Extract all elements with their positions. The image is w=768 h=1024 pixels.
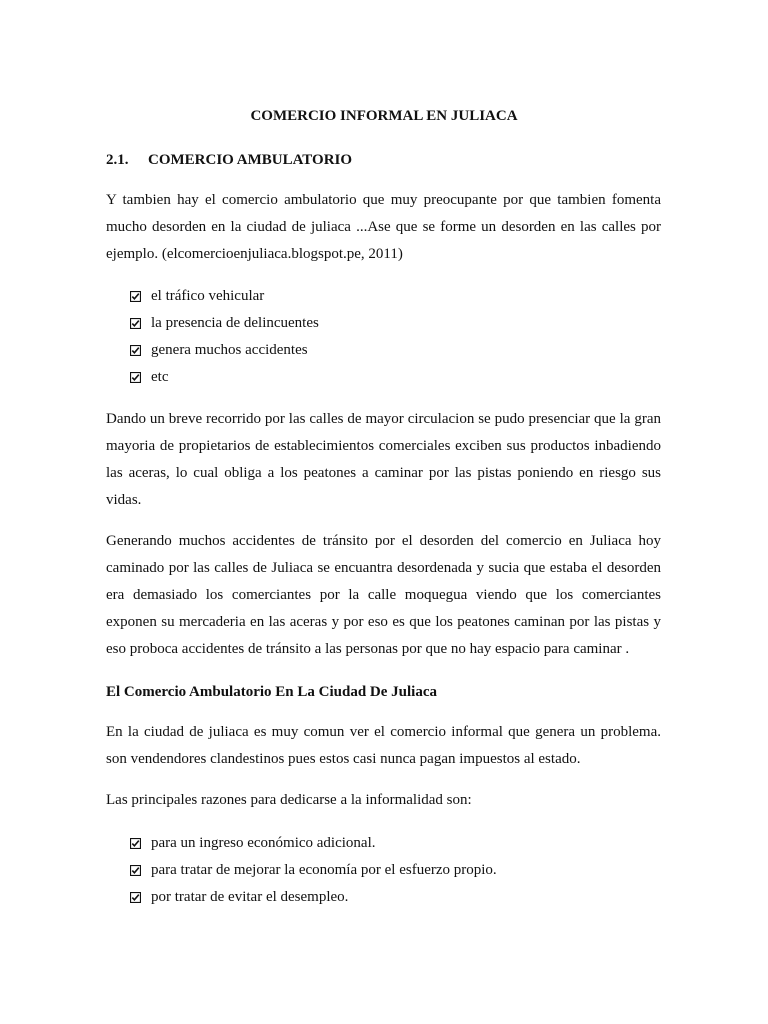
checked-box-icon (130, 838, 141, 849)
checked-box-icon (130, 345, 141, 356)
checked-box-icon (130, 291, 141, 302)
checked-box-icon (130, 892, 141, 903)
paragraph-1: Y tambien hay el comercio ambulatorio que muy preocupante por que tambien fomenta mucho desorden en la ciudad de juliaca ...Ase que se forme un desorden en las calles por ejemplo. (elcomercioenjuliaca.blogspot.pe, 2011) (106, 192, 661, 262)
list-item (130, 830, 497, 857)
section-heading (106, 151, 352, 169)
bullet-list-2 (130, 830, 497, 911)
paragraph-3: Generando muchos accidentes de tránsito por el desorden del comercio en Juliaca hoy caminado por las calles de Juliaca se encuantra desordenada y sucia que estaba el desorden era demasiado los comerciantes por la calle moquegua viendo que los comerciantes exponen su mercaderia en las aceras y por eso es que los peatones caminan por las pistas y eso proboca accidentes de tránsito a las personas por que no hay espacio para caminar . (106, 533, 661, 657)
list-item-text: para un ingreso económico adicional. (151, 835, 376, 851)
bullet-list-1 (130, 283, 319, 391)
list-item (130, 364, 319, 391)
list-item-text: para tratar de mejorar la economía por el esfuerzo propio. (151, 862, 497, 878)
list-item (130, 283, 319, 310)
list-item-text: etc (151, 369, 169, 385)
list-item (130, 884, 497, 911)
paragraph-4: En la ciudad de juliaca es muy comun ver el comercio informal que genera un problema. son vendendores clandestinos pues estos casi nunca pagan impuestos al estado. (106, 724, 661, 767)
list-item (130, 337, 319, 364)
section-number: 2.1. (106, 152, 129, 168)
list-item-text: el tráfico vehicular (151, 288, 265, 304)
list-item-text: genera muchos accidentes (151, 342, 308, 358)
section-title: COMERCIO AMBULATORIO (148, 152, 353, 168)
subheading: El Comercio Ambulatorio En La Ciudad De Juliaca (106, 684, 437, 700)
list-item-text: la presencia de delincuentes (151, 315, 319, 331)
list-item (130, 857, 497, 884)
paragraph-5: Las principales razones para dedicarse a la informalidad son: (106, 792, 472, 808)
list-item-text: por tratar de evitar el desempleo. (151, 889, 349, 905)
list-item (130, 310, 319, 337)
checked-box-icon (130, 318, 141, 329)
document-title: COMERCIO INFORMAL EN JULIACA (250, 108, 518, 124)
checked-box-icon (130, 865, 141, 876)
checked-box-icon (130, 372, 141, 383)
paragraph-2: Dando un breve recorrido por las calles de mayor circulacion se pudo presenciar que la gran mayoria de propietarios de establecimientos comerciales exciben sus productos inbadiendo las aceras, lo cual obliga a los peatones a caminar por las pistas poniendo en riesgo sus vidas. (106, 411, 661, 508)
